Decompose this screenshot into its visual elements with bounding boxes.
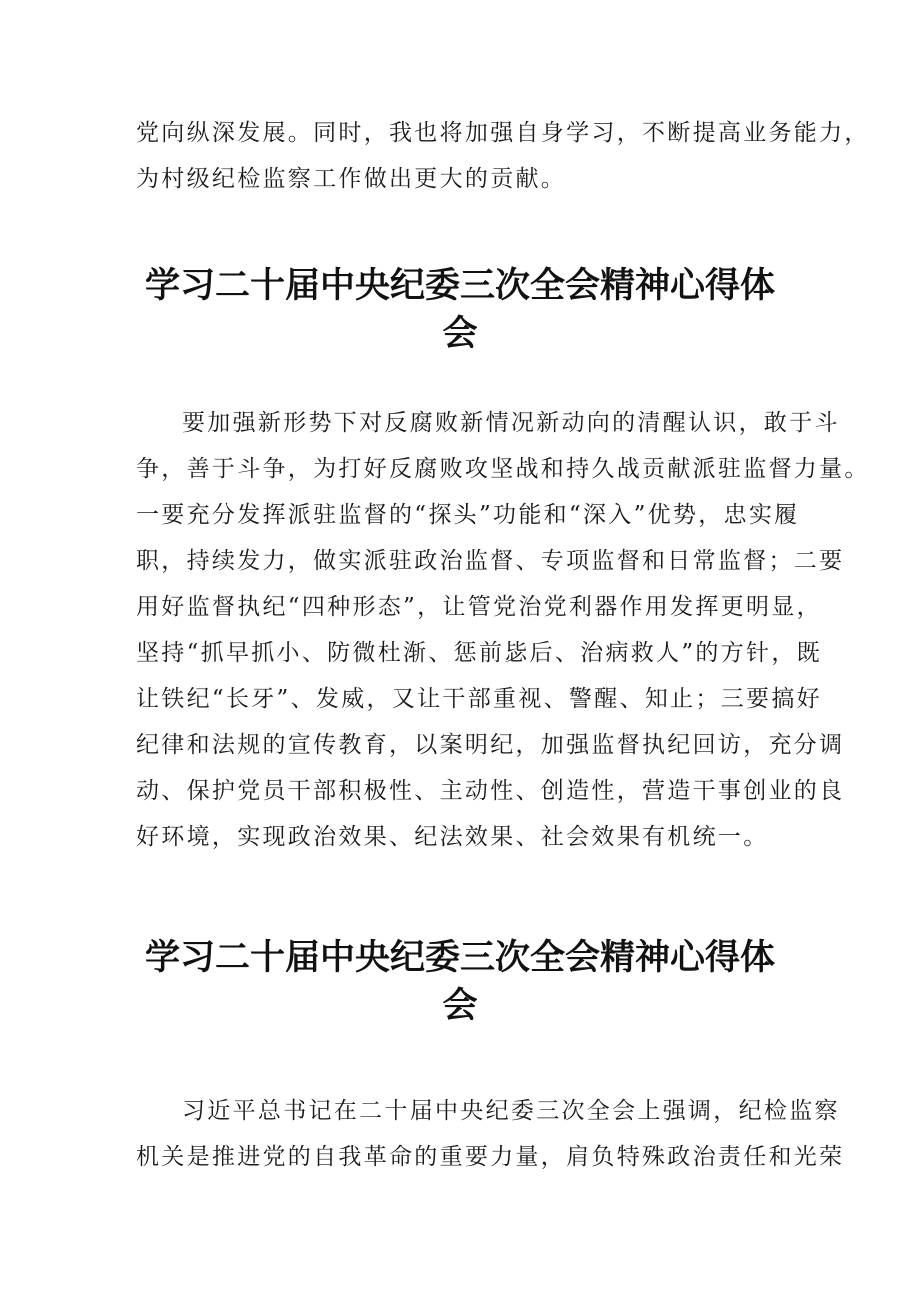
section1-title-line-2: 会 <box>442 314 478 354</box>
intro-line-1: 党向纵深发展。同时，我也将加强自身学习，不断提高业务能力， <box>136 120 870 146</box>
section2-line-2: 机关是推进党的自我革命的重要力量，肩负特殊政治责任和光荣 <box>136 1144 845 1170</box>
section1-line-3: 一要充分发挥派驻监督的“探头”功能和“深入”优势，忠实履 <box>136 502 800 528</box>
intro-paragraph <box>136 110 870 202</box>
intro-line-2: 为村级纪检监察工作做出更大的贡献。 <box>136 166 567 192</box>
section2-line-1: 习近平总书记在二十届中央纪委三次全会上强调，纪检监察 <box>182 1098 840 1124</box>
section1-title-line-1: 学习二十届中央纪委三次全会精神心得体 <box>144 266 775 306</box>
section1-line-8: 纪律和法规的宣传教育，以案明纪，加强监督执纪回访，充分调 <box>136 732 845 758</box>
section1-line-9: 动、保护党员干部积极性、主动性、创造性，营造干事创业的良 <box>136 778 845 804</box>
section1-line-10: 好环境，实现政治效果、纪法效果、社会效果有机统一。 <box>136 824 769 850</box>
section1-line-2: 争，善于斗争，为打好反腐败攻坚战和持久战贡献派驻监督力量。 <box>136 456 870 482</box>
section2-title <box>0 934 920 1030</box>
section2-title-line-1: 学习二十届中央纪委三次全会精神心得体 <box>144 938 775 978</box>
section2-paragraph <box>136 1088 844 1180</box>
section1-paragraph <box>136 400 870 860</box>
section1-line-5: 用好监督执纪“四种形态”，让管党治党利器作用发挥更明显， <box>136 594 822 620</box>
section2-title-line-2: 会 <box>442 986 478 1026</box>
section1-line-1: 要加强新形势下对反腐败新情况新动向的清醒认识，敢于斗 <box>182 410 840 436</box>
section1-title <box>0 262 920 358</box>
section1-line-4: 职，持续发力，做实派驻政治监督、专项监督和日常监督；二要 <box>136 548 845 574</box>
section1-line-7: 让铁纪“长牙”、发威，又让干部重视、警醒、知止；三要搞好 <box>136 686 822 712</box>
section1-line-6: 坚持“抓早抓小、防微杜渐、惩前毖后、治病救人”的方针，既 <box>136 640 822 666</box>
